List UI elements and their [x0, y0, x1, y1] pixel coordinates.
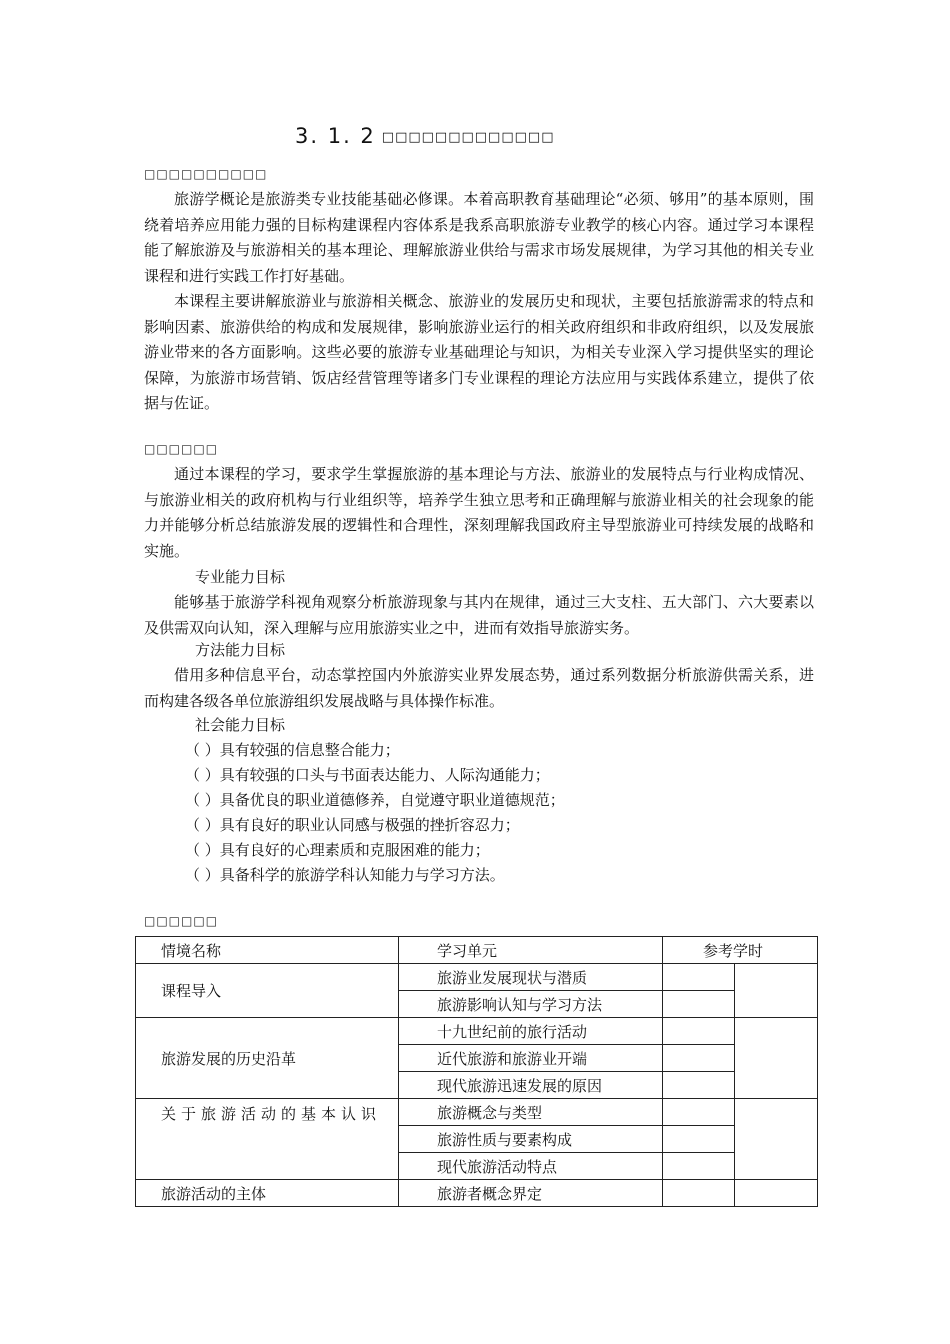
header-unit: 学习单元 [399, 937, 663, 964]
social-goal-title: 社会能力目标 [195, 716, 286, 734]
section-label-course-goals: □□□□□□ [144, 442, 219, 456]
hours-cell [663, 1153, 735, 1180]
heading-title-glyphs: □□□□□□□□□□□□□ [381, 130, 555, 145]
method-goal-title: 方法能力目标 [195, 641, 286, 659]
hours-total-cell [735, 1099, 818, 1180]
hours-cell [663, 1018, 735, 1045]
scenario-name: 旅游发展的历史沿革 [136, 1018, 399, 1099]
hours-cell [663, 1045, 735, 1072]
hours-total-cell [735, 1180, 818, 1207]
hours-cell [663, 1126, 735, 1153]
hours-cell [663, 1099, 735, 1126]
social-goal-item: （ ）具备科学的旅游学科认知能力与学习方法。 [185, 866, 505, 884]
table-row [136, 1018, 818, 1045]
unit-name: 旅游业发展现状与潜质 [399, 964, 663, 991]
hours-total-cell [735, 964, 818, 1018]
method-goal-text: 借用多种信息平台，动态掌控国内外旅游实业界发展态势，通过系列数据分析旅游供需关系，进而构建各级各单位旅游组织发展战略与具体操作标准。 [144, 666, 814, 710]
social-goal-item: （ ）具有较强的口头与书面表达能力、人际沟通能力； [185, 766, 550, 784]
unit-name: 现代旅游迅速发展的原因 [399, 1072, 663, 1099]
section-label-course-content: □□□□□□ [144, 914, 219, 928]
unit-name: 现代旅游活动特点 [399, 1153, 663, 1180]
scenario-name: 课程导入 [136, 964, 399, 1018]
table-row [136, 1099, 818, 1126]
intro-paragraph-1: 旅游学概论是旅游类专业技能基础必修课。本着高职教育基础理论“必须、够用”的基本原则，围绕着培养应用能力强的目标构建课程内容体系是我系高职旅游专业教学的核心内容。通过学习本课程能了解旅游及与旅游相关的基本理论、理解旅游业供给与需求市场发展规律，为学习其他的相关专业课程和进行实践工作打好基础。 [144, 190, 814, 285]
social-goal-item: （ ）具有良好的职业认同感与极强的挫折容忍力； [185, 816, 520, 834]
section-label-course-nature: □□□□□□□□□□ [144, 167, 268, 181]
goals-paragraph: 通过本课程的学习，要求学生掌握旅游的基本理论与方法、旅游业的发展特点与行业构成情况、与旅游业相关的政府机构与行业组织等，培养学生独立思考和正确理解与旅游业相关的社会现象的能力并能够分析总结旅游发展的逻辑性和合理性，深刻理解我国政府主导型旅游业可持续发展的战略和实施。 [144, 465, 814, 560]
professional-goal-title: 专业能力目标 [195, 568, 286, 586]
table-header-row [136, 937, 818, 964]
unit-name: 旅游影响认知与学习方法 [399, 991, 663, 1018]
header-hours: 参考学时 [663, 937, 818, 964]
unit-name: 近代旅游和旅游业开端 [399, 1045, 663, 1072]
header-scenario: 情境名称 [136, 937, 399, 964]
table-row [136, 964, 818, 991]
hours-cell [663, 991, 735, 1018]
unit-name: 十九世纪前的旅行活动 [399, 1018, 663, 1045]
unit-name: 旅游者概念界定 [399, 1180, 663, 1207]
intro-paragraph-2: 本课程主要讲解旅游业与旅游相关概念、旅游业的发展历史和现状，主要包括旅游需求的特点和影响因素、旅游供给的构成和发展规律，影响旅游业运行的相关政府组织和非政府组织，以及发展旅游业带来的各方面影响。这些必要的旅游专业基础理论与知识，为相关专业深入学习提供坚实的理论保障，为旅游市场营销、饭店经营管理等诸多门专业课程的理论方法应用与实践体系建立，提供了依据与佐证。 [144, 292, 814, 412]
social-goal-item: （ ）具有较强的信息整合能力； [185, 741, 400, 759]
heading-number: 3. 1. 2 [295, 124, 376, 148]
professional-goal-text: 能够基于旅游学科视角观察分析旅游现象与其内在规律，通过三大支柱、五大部门、六大要素以及供需双向认知，深入理解与应用旅游实业之中，进而有效指导旅游实务。 [144, 593, 814, 637]
course-plan-table [135, 936, 818, 1207]
scenario-name: 关于旅游活动的基本认识 [136, 1099, 399, 1180]
unit-name: 旅游概念与类型 [399, 1099, 663, 1126]
social-goal-item: （ ）具备优良的职业道德修养，自觉遵守职业道德规范； [185, 791, 565, 809]
hours-cell [663, 1072, 735, 1099]
hours-cell [663, 964, 735, 991]
social-goal-item: （ ）具有良好的心理素质和克服困难的能力； [185, 841, 490, 859]
section-heading [295, 124, 554, 148]
hours-total-cell [735, 1018, 818, 1099]
table-row [136, 1180, 818, 1207]
unit-name: 旅游性质与要素构成 [399, 1126, 663, 1153]
scenario-name: 旅游活动的主体 [136, 1180, 399, 1207]
hours-cell [663, 1180, 735, 1207]
